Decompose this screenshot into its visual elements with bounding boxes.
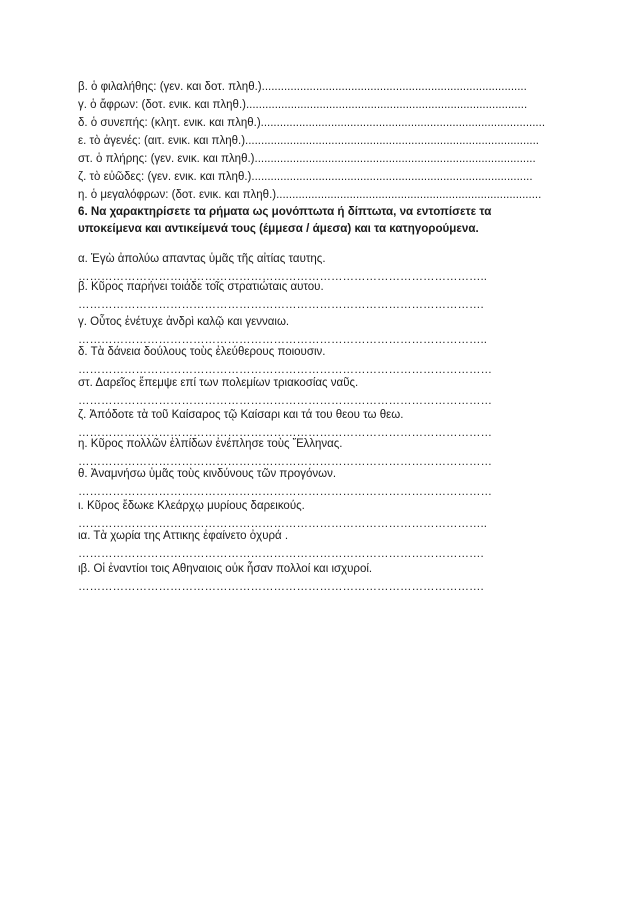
prev-item-d: δ. ὁ συνεπής: (κλητ. ενικ. και πληθ.).........................................................................................: [78, 117, 546, 129]
answer-line-d: ………………………………………………………………………………………………: [78, 364, 492, 376]
sentence-th: θ. Ἀναμνήσω ὑμᾶς τοὺς κινδύνους τῶν προγόνων.: [78, 468, 337, 480]
answer-line-z: ………………………………………………………………………………………………: [78, 427, 492, 439]
answer-line-iota: ……………………………………………………………………………………………..: [78, 518, 487, 530]
sentence-iota: ι. Κῦρος ἔδωκε Κλεάρχῳ μυρίους δαρεικούς.: [78, 500, 305, 512]
sentence-i: η. Κῦρος πολλῶν ἐλπίδων ἐνέπλησε τοὺς Ἕλληνας.: [78, 438, 343, 450]
exercise-6-heading-line1: 6. Να χαρακτηρίσετε τα ρήματα ως μονόπτωτα ή δίπτωτα, να εντοπίσετε τα: [78, 205, 492, 218]
exercise-6-heading-line2: υποκείμενα και αντικείμενά τους (έμμεσα / άμεσα) και τα κατηγορούμενα.: [78, 222, 479, 235]
sentence-d: δ. Τὰ δάνεια δούλους τοὺς ἐλεύθερους ποιουσιν.: [78, 346, 326, 358]
answer-line-th: ………………………………………………………………………………………………: [78, 486, 492, 498]
prev-item-b: β. ὁ φιλαλήθης: (γεν. και δοτ. πληθ.)...................................................................................: [78, 81, 527, 93]
sentence-g: γ. Οὗτος ἐνέτυχε ἀνδρὶ καλῷ και γενναιω.: [78, 316, 290, 328]
answer-line-st: ………………………………………………………………………………………………: [78, 395, 492, 407]
answer-line-i: ………………………………………………………………………………………………: [78, 456, 492, 468]
answer-line-b: …………………………………………………………………………………………….: [78, 299, 484, 311]
prev-item-st: στ. ὁ πλήρης: (γεν. ενικ. και πληθ.)........................................................................................: [78, 153, 536, 165]
prev-item-z: ζ. τὸ εὐῶδες: (γεν. ενικ. και πληθ.)........................................................................................: [78, 171, 533, 183]
answer-line-g: ……………………………………………………………………………………………..: [78, 334, 487, 346]
sentence-a: α. Ἐγὼ ἀπολύω απαντας ὑμᾶς τῆς αἰτίας ταυτης.: [78, 253, 326, 265]
prev-item-g: γ. ὁ ἄφρων: (δοτ. ενικ. και πληθ.)........................................................................................: [78, 99, 528, 111]
sentence-ib: ιβ. Οἱ ἐναντίοι τοις Αθηναιοις οὐκ ἦσαν πολλοί και ισχυροί.: [78, 563, 373, 575]
sentence-z: ζ. Ἀπόδοτε τὰ τοῦ Καίσαρος τῷ Καίσαρι και τά του θεου τω θεω.: [78, 409, 404, 421]
sentence-ia: ια. Τὰ χωρία της Αττικης ἐφαίνετο ὀχυρά .: [78, 530, 289, 542]
answer-line-a: ……………………………………………………………………………………………..: [78, 271, 487, 283]
answer-line-ib: …………………………………………………………………………………………….: [78, 581, 484, 593]
sentence-b: β. Κῦρος παρήνει τοιάδε τοῖς στρατιώταις αυτου.: [78, 281, 324, 293]
prev-item-i: η. ὁ μεγαλόφρων: (δοτ. ενικ. και πληθ.)...................................................................................: [78, 189, 542, 201]
prev-item-e: ε. τὸ ἀγενές: (αιτ. ενικ. και πληθ.)............................................................................................: [78, 135, 539, 147]
sentence-st: στ. Δαρεῖος ἔπεμψε επί των πολεμίων τριακοσίας ναῦς.: [78, 377, 359, 389]
answer-line-ia: …………………………………………………………………………………………….: [78, 548, 484, 560]
